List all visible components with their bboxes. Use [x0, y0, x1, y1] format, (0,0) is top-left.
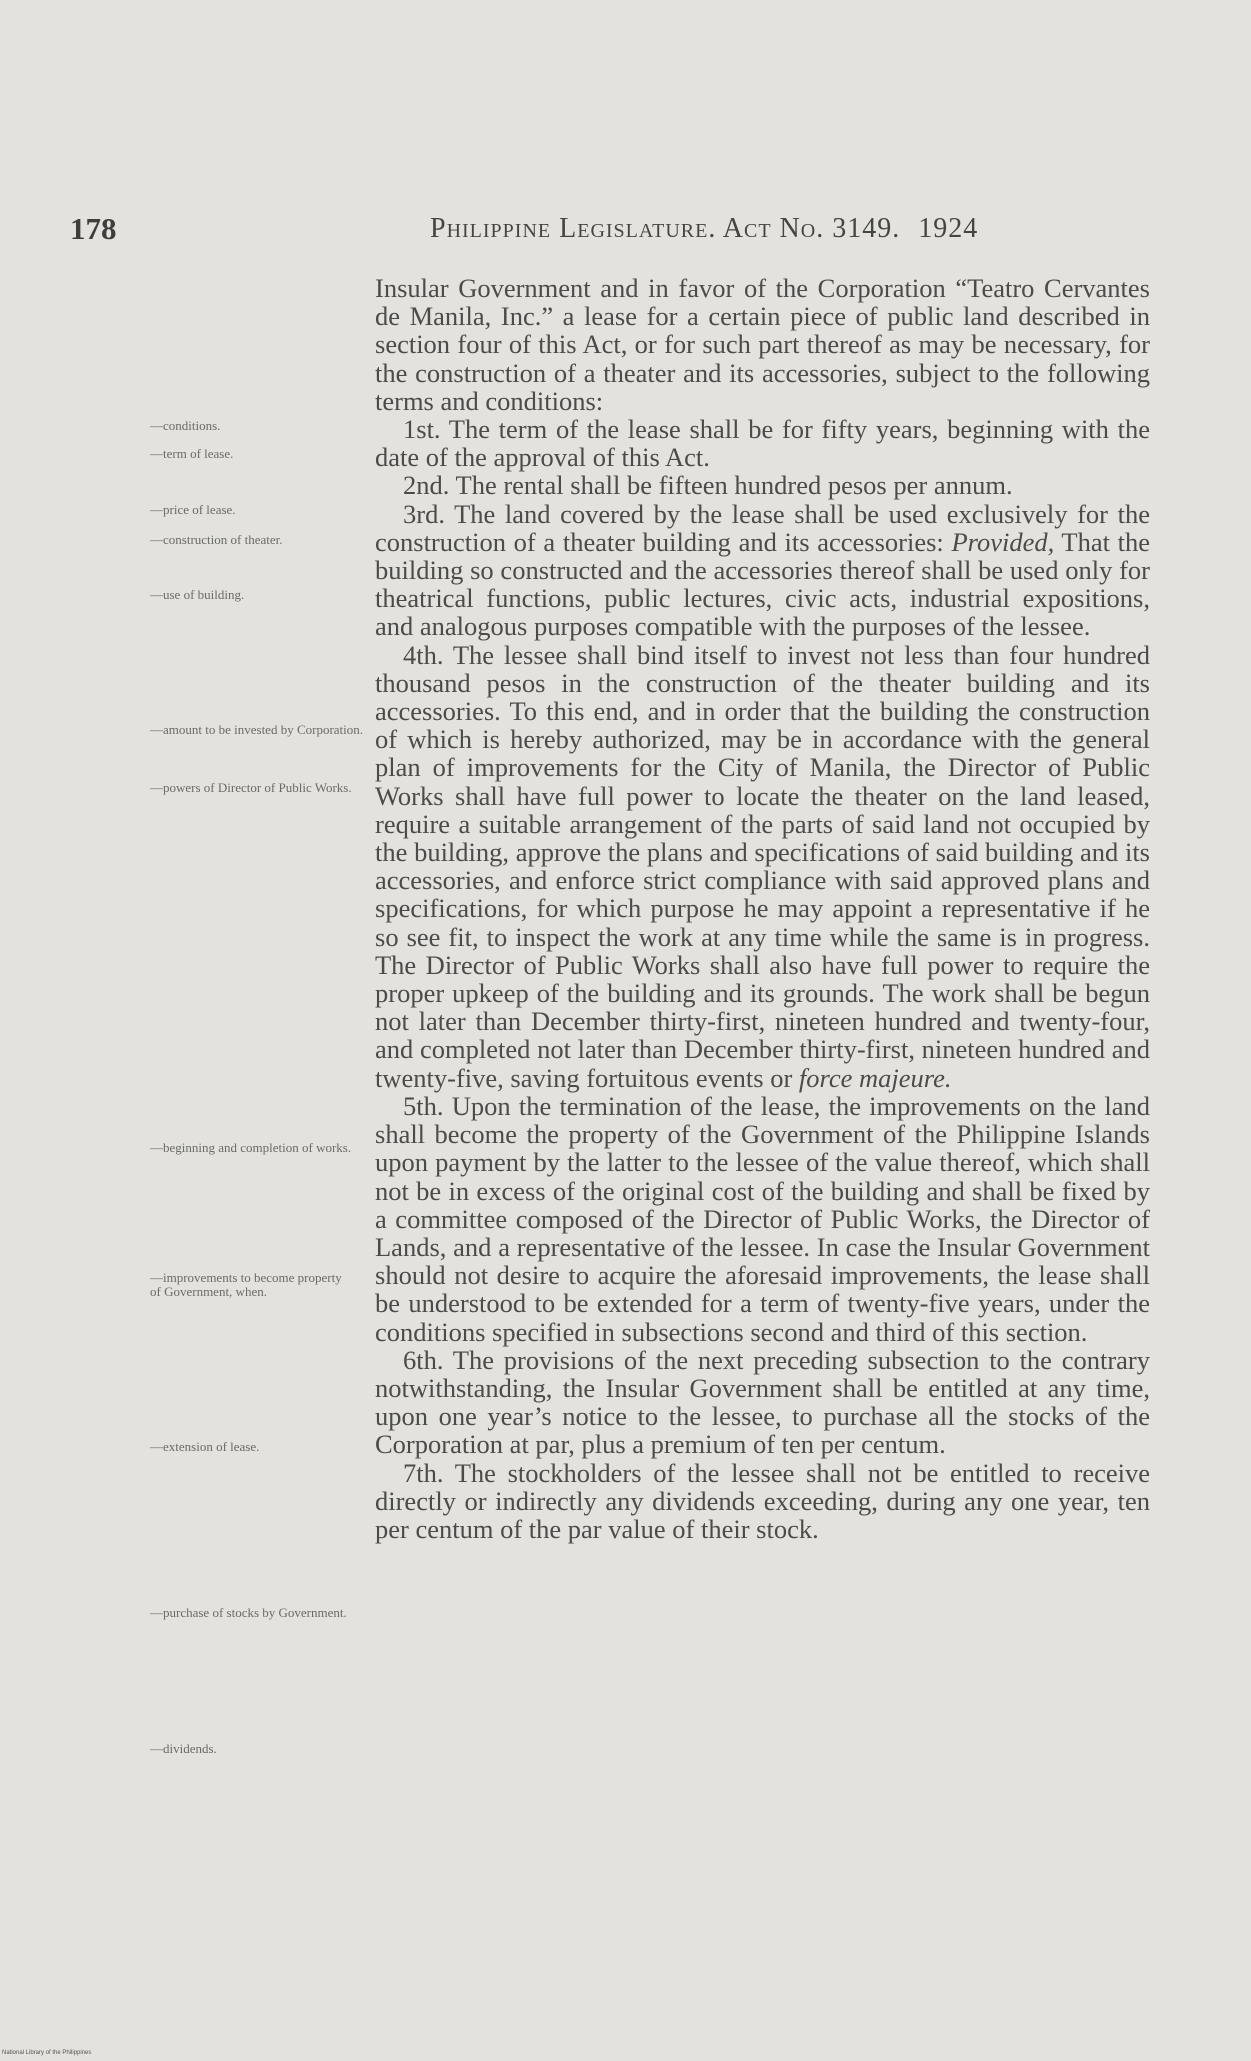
paragraph-5th: 5th. Upon the termination of the lease, the improvements on the land shall become the property of the Government of the Philippine Islands upon payment by the latter to the lessee of the value thereof, which shall not be in excess of the original cost of the building and shall be fixed by a committee composed of the Director of Public Works, the Director of Lands, and a representative of the lessee. In case the Insular Government should not desire to acquire the aforesaid improvements, the lease shall be understood to be extended for a term of twenty-five years, under the conditions specified in subsections second and third of this section.: [375, 1090, 1150, 1347]
margin-note-powers-of-director: —powers of Director of Public Works.: [150, 780, 352, 795]
margin-note-extension-of-lease: —extension of lease.: [150, 1439, 260, 1454]
margin-note-price-of-lease: —price of lease.: [150, 502, 236, 517]
running-head: [430, 213, 978, 245]
running-head-year: 1924: [918, 213, 979, 244]
margin-note-improvements: —improvements to become property of Government, when.: [150, 1270, 342, 1299]
margin-note-use-of-building: —use of building.: [150, 587, 245, 602]
force-majeure-term: force majeure.: [798, 1062, 952, 1093]
scan-footer: National Library of the Philippines: [2, 2050, 92, 2056]
paragraph-3rd-text: 3rd. The land covered by the lease shall be used exclusively for the construction of a theater building and its accessories:: [375, 498, 1150, 557]
margin-note-dividends: —dividends.: [150, 1741, 217, 1756]
margin-note-term-of-lease: —term of lease.: [150, 446, 234, 461]
page-number: 178: [70, 211, 117, 246]
paragraph-4th: [375, 641, 1150, 1092]
paragraph-4th-text: 4th. The lessee shall bind itself to invest not less than four hundred thousand pesos in the construction of the theater building and its accessories. To this end, and in order that the building the construction of which is hereby authorized, may be in accordance with the general plan of improvements for the City of Manila, the Director of Public Works shall have full power to locate the theater on the land leased, require a suitable arrangement of the parts of said land not occupied by the building, approve the plans and specifications of said building and its accessories, and enforce strict compliance with said approved plans and specifications, for which purpose he may appoint a representative if he so see fit, to inspect the work at any time while the same is in progress. The Director of Public Works shall also have full power to require the proper upkeep of the building and its grounds. The work shall be begun not later than December thirty-first, nineteen hundred and twenty-four, and completed not later than December thirty-first, nineteen hundred and twenty-five, saving fortuitous events or: [375, 639, 1150, 1093]
paragraph-3rd-text-cont: That the building so constructed and the accessories thereof shall be used only for theatrical functions, public lectures, civic acts, industrial expositions, and analogous purposes compatible with the purposes of the lessee.: [375, 526, 1151, 642]
margin-note-construction-of-theater: —construction of theater.: [150, 532, 283, 547]
margin-note-conditions: —conditions.: [150, 418, 221, 433]
body-text: [375, 274, 1150, 1543]
margin-note-beginning-and-completion: —beginning and completion of works.: [150, 1140, 352, 1155]
margin-note-purchase-of-stocks: —purchase of stocks by Government.: [150, 1605, 347, 1620]
paragraph-3rd: [375, 500, 1150, 641]
running-head-title: Philippine Legislature. Act No. 3149.: [430, 213, 901, 244]
paragraph-intro: Insular Government and in favor of the Corporation “Teatro Cervantes de Manila, Inc.” a lease for a certain piece of public land described in section four of this Act, or for such part thereof as may be necessary, for the construction of a theater and its accessories, subject to the following terms and conditions:: [375, 273, 1150, 416]
margin-note-amount-invested: —amount to be invested by Corporation.: [150, 722, 364, 737]
paragraph-6th: 6th. The provisions of the next preceding subsection to the contrary notwithstanding, the Insular Government shall be entitled at any time, upon one year’s notice to the lessee, to purchase all the stocks of the Corporation at par, plus a premium of ten per centum.: [375, 1344, 1150, 1460]
paragraph-2nd: 2nd. The rental shall be fifteen hundred pesos per annum.: [403, 470, 1013, 501]
paragraph-1st: 1st. The term of the lease shall be for fifty years, beginning with the date of the approval of this Act.: [375, 414, 1150, 473]
paragraph-7th: 7th. The stockholders of the lessee shall not be entitled to receive directly or indirectly any dividends exceeding, during any one year, ten per centum of the par value of their stock.: [375, 1457, 1150, 1544]
provided-term: Provided,: [951, 526, 1055, 557]
